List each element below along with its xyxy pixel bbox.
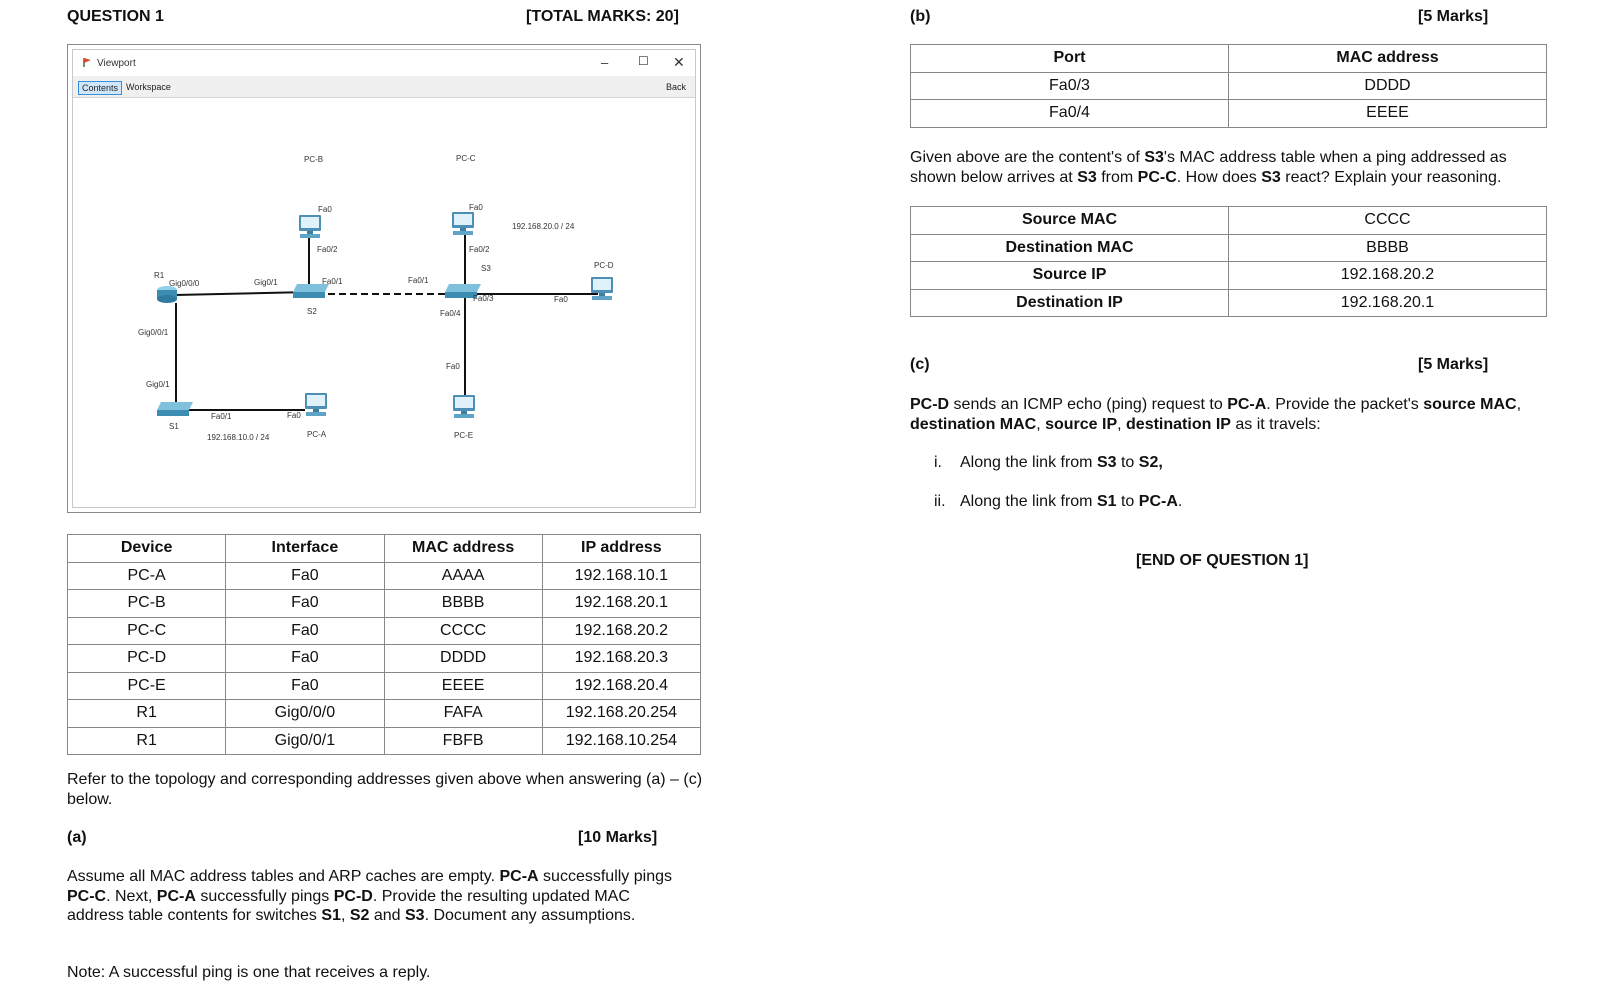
part-a-note: Note: A successful ping is one that receives a reply.	[67, 964, 431, 981]
part-c-item-2	[934, 492, 1182, 512]
question-title: QUESTION 1	[67, 8, 164, 25]
table-row	[68, 672, 701, 700]
bold-run: PC-D	[910, 396, 950, 413]
text-run: ,	[1516, 396, 1522, 413]
bold-run: PC-A	[499, 868, 539, 885]
part-a-marks: [10 Marks]	[578, 829, 658, 846]
text-run: . Next,	[106, 887, 157, 905]
text-run: Along the link from	[960, 454, 1097, 471]
network-label-10: 192.168.10.0 / 24	[207, 433, 270, 442]
bold-run: destination IP	[1126, 415, 1231, 433]
table-cell: Fa0	[226, 645, 384, 673]
column-header: MAC address	[1229, 45, 1547, 73]
table-cell: AAAA	[384, 562, 542, 590]
table-cell: Gig0/0/1	[226, 727, 384, 755]
port-s3-fa01: Fa0/1	[408, 276, 429, 285]
port-s3-fa02: Fa0/2	[469, 245, 490, 254]
maximize-button[interactable]: ☐	[638, 54, 649, 68]
bold-run: S1	[321, 907, 341, 924]
bold-run: S2,	[1138, 454, 1163, 471]
port-pcb-fa0: Fa0	[318, 205, 332, 214]
part-a-label: (a)	[67, 829, 87, 846]
text-run: successfully pings	[195, 887, 334, 905]
text-run: . Provide the resulting updated MAC address table contents for switches	[67, 887, 630, 924]
mac-address-table	[910, 44, 1547, 128]
row-header: Destination IP	[911, 289, 1229, 317]
table-row	[68, 727, 701, 755]
table-cell: 192.168.20.254	[542, 700, 700, 728]
router-r1-icon[interactable]	[157, 286, 177, 303]
table-cell: Fa0	[226, 672, 384, 700]
label-pc-a: PC-A	[307, 430, 327, 439]
table-cell: R1	[68, 727, 226, 755]
network-label-20: 192.168.20.0 / 24	[512, 222, 575, 231]
table-cell: 192.168.20.1	[542, 590, 700, 618]
text-run: . How does	[1176, 168, 1262, 186]
table-row	[68, 645, 701, 673]
table-cell: Fa0	[226, 590, 384, 618]
packet-table	[910, 206, 1547, 317]
table-cell: R1	[68, 700, 226, 728]
bold-run: S3	[1077, 168, 1097, 186]
table-cell: Fa0/3	[911, 72, 1229, 100]
mac-table-header	[911, 45, 1547, 73]
switch-s1-icon[interactable]	[157, 402, 193, 416]
window-titlebar	[73, 50, 695, 76]
bold-run: source MAC	[1423, 396, 1517, 413]
table-row	[68, 562, 701, 590]
port-s3-fa04: Fa0/4	[440, 309, 461, 318]
part-c-text	[910, 395, 1550, 434]
label-pc-b: PC-B	[304, 155, 324, 164]
table-cell: Gig0/0/0	[226, 700, 384, 728]
total-marks: [TOTAL MARKS: 20]	[526, 8, 679, 25]
table-cell: BBBB	[1229, 234, 1547, 262]
text-run: ,	[1117, 415, 1127, 433]
table-cell: BBBB	[384, 590, 542, 618]
table-row	[911, 100, 1547, 128]
table-cell: PC-D	[68, 645, 226, 673]
table-cell: Fa0	[226, 617, 384, 645]
row-header: Destination MAC	[911, 234, 1229, 262]
table-cell: PC-B	[68, 590, 226, 618]
text-run: to	[1116, 454, 1139, 471]
table-cell: CCCC	[1229, 207, 1547, 235]
pc-e-icon[interactable]	[453, 395, 475, 418]
part-b-text	[910, 148, 1550, 187]
table-cell: 192.168.20.2	[542, 617, 700, 645]
viewport-tabbar	[73, 76, 695, 98]
address-table	[67, 534, 701, 755]
bold-run: S3	[1096, 454, 1117, 471]
port-s2-fa01: Fa0/1	[322, 277, 343, 286]
minimize-button[interactable]: –	[601, 55, 609, 70]
table-cell: 192.168.20.3	[542, 645, 700, 673]
tab-contents[interactable]: Contents	[78, 81, 122, 95]
table-cell: 192.168.20.4	[542, 672, 700, 700]
table-cell: DDDD	[384, 645, 542, 673]
table-row	[911, 289, 1547, 317]
text-run: as it travels:	[1230, 415, 1321, 433]
address-table-header	[68, 535, 701, 563]
table-cell: PC-C	[68, 617, 226, 645]
bold-run: S3	[1144, 149, 1164, 166]
column-header: Port	[911, 45, 1229, 73]
part-b-label: (b)	[910, 8, 931, 25]
text-run: sends an ICMP echo (ping) request to	[949, 396, 1228, 413]
topology-figure	[67, 44, 701, 513]
table-row	[911, 262, 1547, 290]
text-run: . Document any assumptions.	[424, 907, 636, 924]
table-cell: 192.168.10.254	[542, 727, 700, 755]
table-row	[911, 207, 1547, 235]
port-r1-gig001: Gig0/0/1	[138, 328, 169, 337]
part-c-label: (c)	[910, 356, 930, 373]
table-cell: EEEE	[384, 672, 542, 700]
label-r1: R1	[154, 271, 165, 280]
text-run: from	[1096, 168, 1138, 186]
label-s3: S3	[481, 264, 491, 273]
bold-run: PC-A	[1138, 493, 1178, 510]
back-button[interactable]: Back	[666, 82, 687, 92]
port-pcd-fa0: Fa0	[554, 295, 568, 304]
port-s1-fa01: Fa0/1	[211, 412, 232, 421]
window-title: Viewport	[97, 58, 136, 69]
column-header: Interface	[226, 535, 384, 563]
column-header: MAC address	[384, 535, 542, 563]
table-row	[68, 700, 701, 728]
row-header: Source IP	[911, 262, 1229, 290]
pc-b-icon[interactable]	[299, 215, 321, 238]
bold-run: PC-C	[67, 887, 107, 905]
viewport-window	[72, 49, 696, 508]
text-run: . Provide the packet's	[1266, 396, 1424, 413]
topology-diagram	[73, 98, 697, 507]
bold-run: PC-D	[333, 887, 373, 905]
bold-run: PC-A	[156, 887, 196, 905]
text-run: and	[369, 907, 405, 924]
link-r1-s2	[175, 292, 309, 295]
table-cell: PC-E	[68, 672, 226, 700]
label-s1: S1	[169, 422, 179, 431]
topology-links	[175, 232, 598, 410]
viewport-app-icon	[82, 57, 93, 71]
column-header: Device	[68, 535, 226, 563]
bold-run: S2	[349, 907, 370, 924]
port-pce-fa0: Fa0	[446, 362, 460, 371]
bold-run: destination MAC	[910, 415, 1037, 433]
tab-workspace[interactable]: Workspace	[126, 82, 171, 92]
table-row	[911, 72, 1547, 100]
table-row	[68, 590, 701, 618]
table-cell: FAFA	[384, 700, 542, 728]
label-s2: S2	[307, 307, 317, 316]
refer-text: Refer to the topology and corresponding addresses given above when answering (a) – (c) below.	[67, 771, 703, 808]
table-cell: Fa0/4	[911, 100, 1229, 128]
row-header: Source MAC	[911, 207, 1229, 235]
port-pcc-fa0: Fa0	[469, 203, 483, 212]
part-b-marks: [5 Marks]	[1418, 8, 1489, 25]
table-cell: 192.168.20.1	[1229, 289, 1547, 317]
topology-canvas	[73, 98, 695, 507]
table-cell: EEEE	[1229, 100, 1547, 128]
bold-run: S1	[1096, 493, 1117, 510]
table-cell: PC-A	[68, 562, 226, 590]
text-run: Assume all MAC address tables and ARP caches are empty.	[67, 868, 500, 885]
port-s2-fa02: Fa0/2	[317, 245, 338, 254]
pc-a-icon[interactable]	[305, 393, 327, 416]
part-c-item-1	[934, 453, 1163, 473]
bold-run: source IP	[1045, 415, 1118, 433]
port-s1-gig01: Gig0/1	[146, 380, 170, 389]
label-pc-e: PC-E	[454, 431, 474, 440]
pc-c-icon[interactable]	[452, 212, 474, 235]
close-button[interactable]: ✕	[673, 54, 685, 70]
text-run: 's MAC address table when a ping addressed as shown below arrives at	[910, 149, 1507, 186]
text-run: ,	[1036, 415, 1046, 433]
table-cell: FBFB	[384, 727, 542, 755]
text-run: to	[1116, 493, 1139, 510]
label-pc-c: PC-C	[456, 154, 476, 163]
end-of-question: [END OF QUESTION 1]	[1136, 552, 1309, 569]
text-run: .	[1177, 493, 1183, 510]
pc-d-icon[interactable]	[591, 277, 613, 300]
text-run: Given above are the content's of	[910, 149, 1145, 166]
table-row	[68, 617, 701, 645]
bold-run: PC-C	[1137, 168, 1177, 186]
table-cell: Fa0	[226, 562, 384, 590]
table-cell: DDDD	[1229, 72, 1547, 100]
port-r1-gig000: Gig0/0/0	[169, 279, 200, 288]
text-run: react? Explain your reasoning.	[1280, 168, 1502, 186]
text-run: Along the link from	[960, 493, 1097, 510]
switch-s2-icon[interactable]	[293, 284, 329, 298]
part-c-marks: [5 Marks]	[1418, 356, 1489, 373]
bold-run: PC-A	[1227, 396, 1267, 413]
port-s2-gig01: Gig0/1	[254, 278, 278, 287]
text-run: ,	[340, 907, 350, 924]
table-cell: CCCC	[384, 617, 542, 645]
table-cell: 192.168.20.2	[1229, 262, 1547, 290]
bold-run: S3	[1261, 168, 1281, 186]
list-number: i.	[934, 454, 942, 471]
text-run: successfully pings	[538, 868, 672, 885]
port-s3-fa03: Fa0/3	[473, 294, 494, 303]
column-header: IP address	[542, 535, 700, 563]
port-pca-fa0: Fa0	[287, 411, 301, 420]
label-pc-d: PC-D	[594, 261, 614, 270]
table-cell: 192.168.10.1	[542, 562, 700, 590]
part-a-text	[67, 867, 681, 926]
bold-run: S3	[405, 907, 425, 924]
list-number: ii.	[934, 493, 946, 510]
table-row	[911, 234, 1547, 262]
